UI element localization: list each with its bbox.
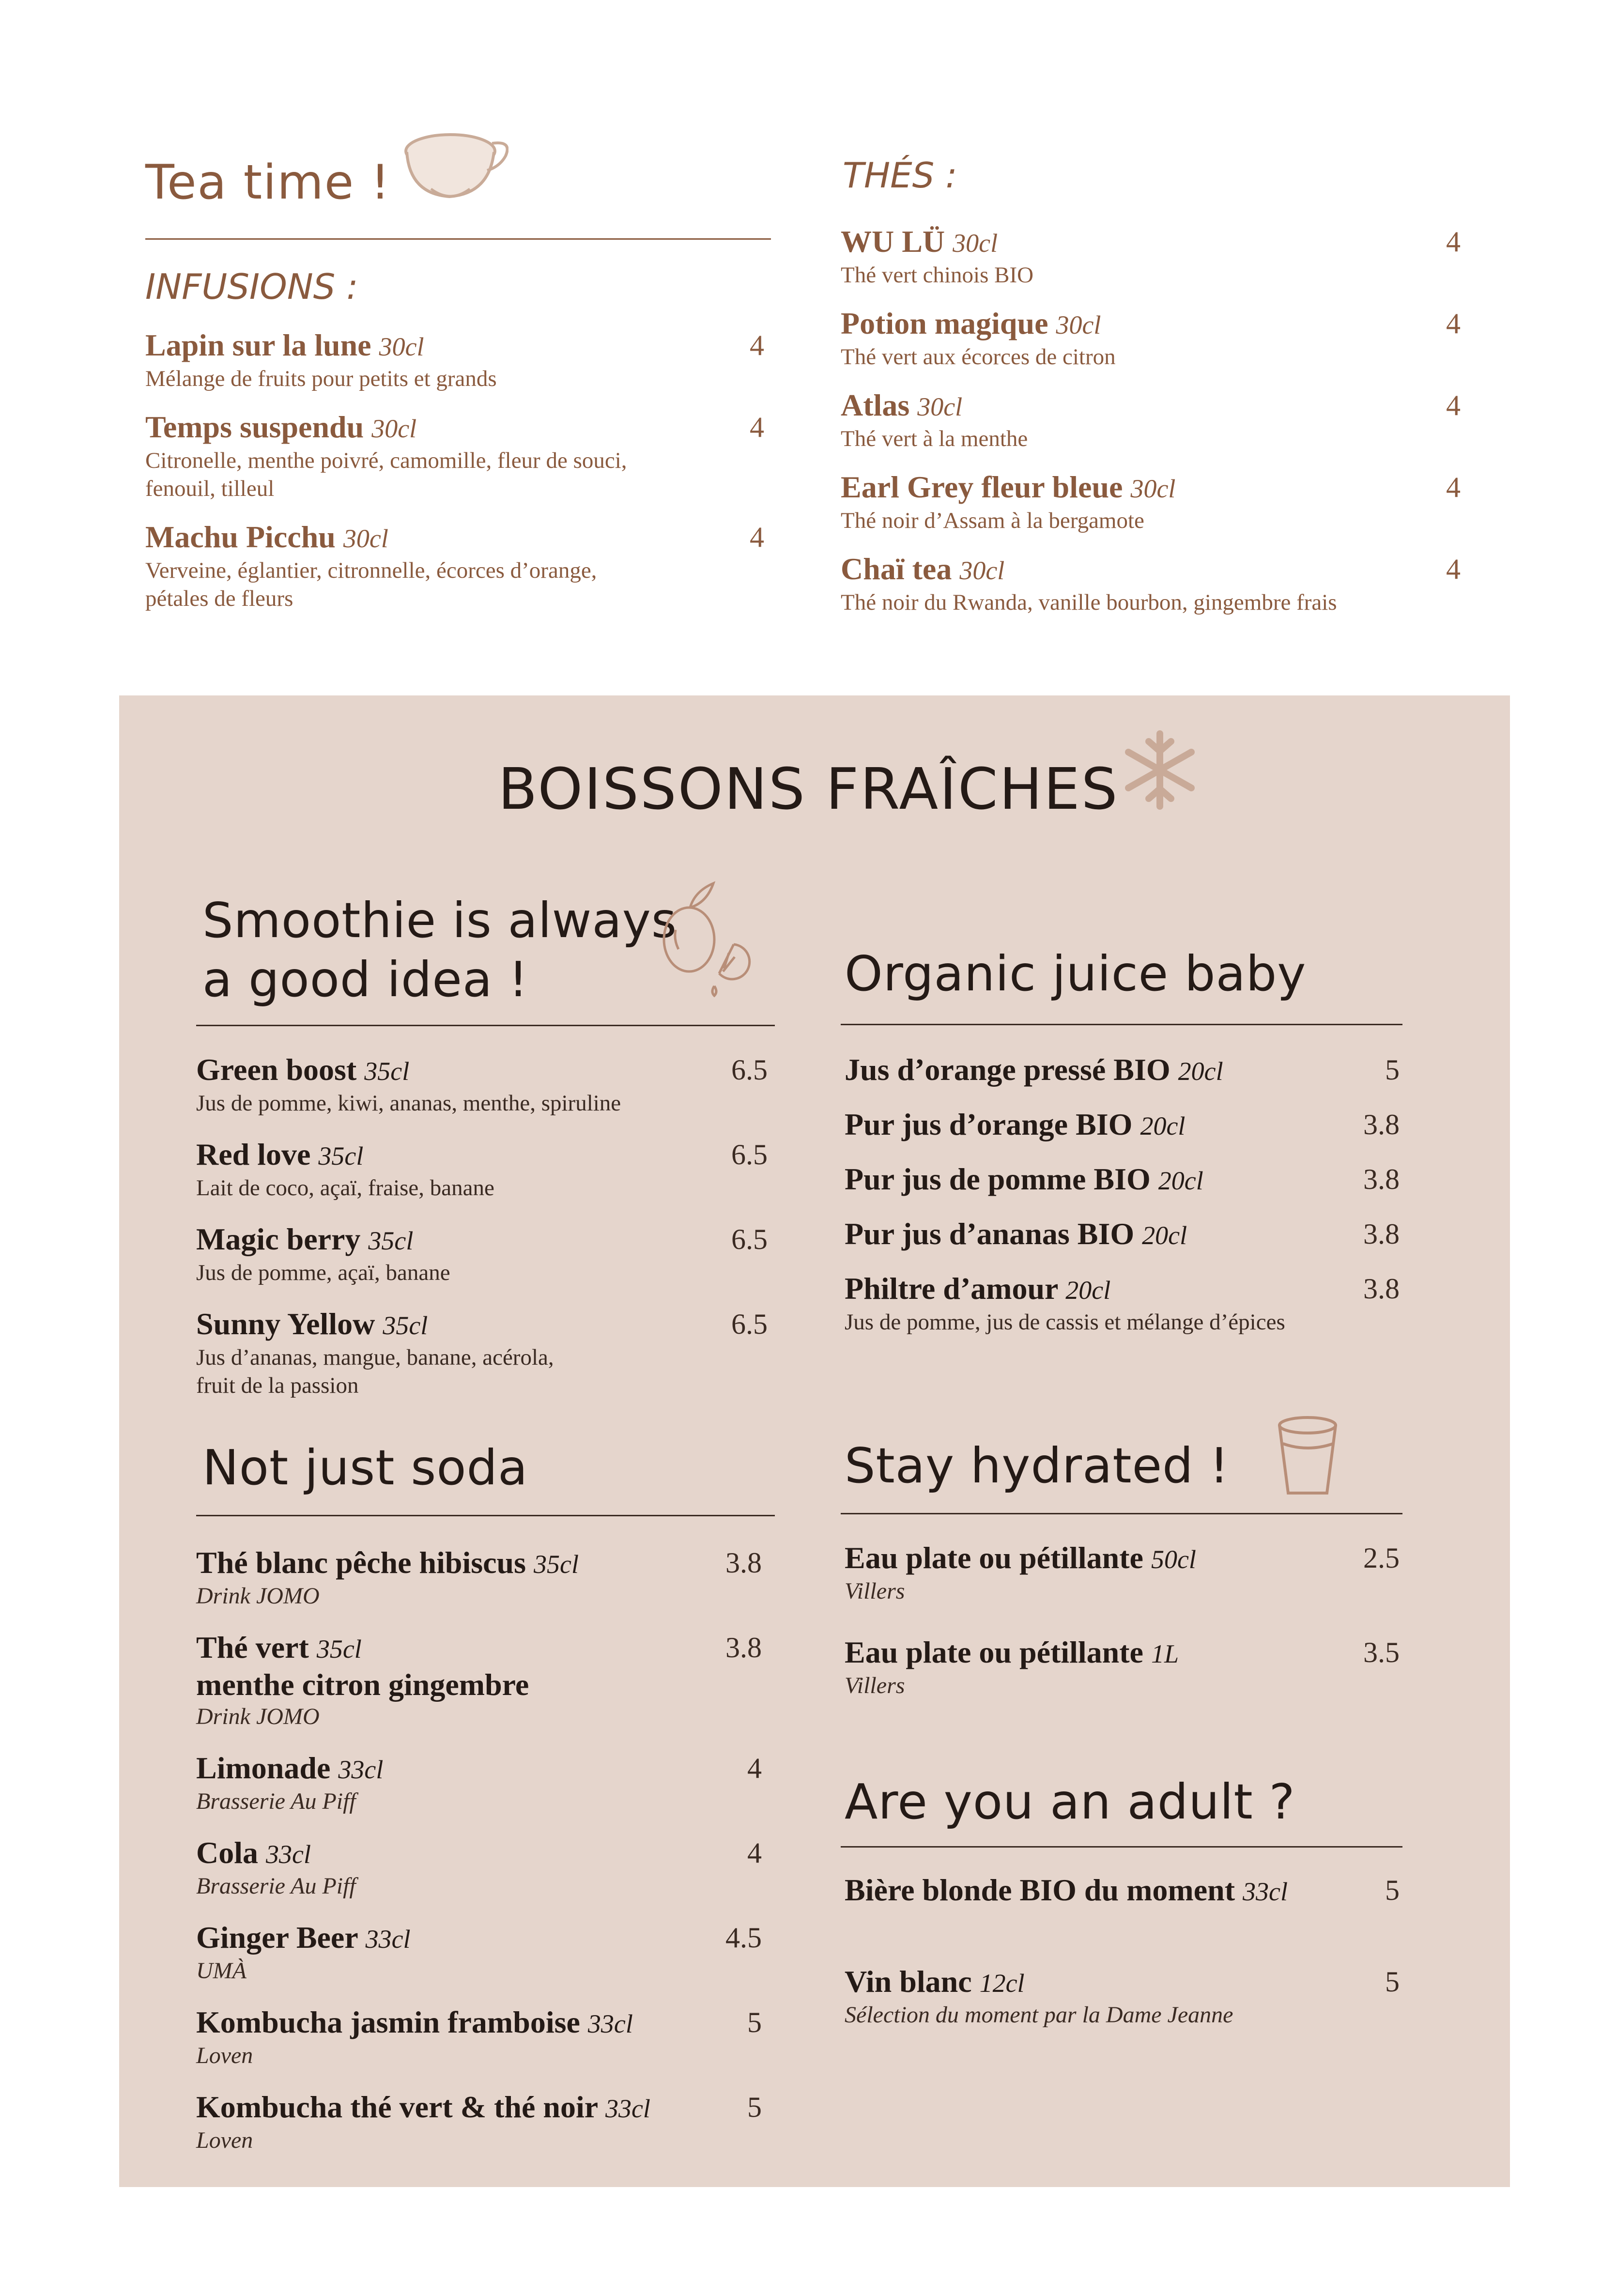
item-producer: Villers [845,1578,905,1604]
item-name: Philtre d’amour [845,1271,1058,1306]
infusions-label: INFUSIONS : [145,266,358,307]
organic-list [845,1052,1400,1336]
menu-item [841,387,1461,453]
item-price: 6.5 [731,1308,768,1340]
item-description: Thé vert chinois BIO [841,262,1034,288]
item-description: Thé noir du Rwanda, vanille bourbon, gingembre frais [841,590,1337,615]
menu-item [841,306,1461,371]
item-size: 30cl [1056,310,1101,339]
hydrated-list [845,1540,1400,1700]
item-price: 4 [1446,471,1461,503]
item-name: Eau plate ou pétillante [845,1635,1143,1669]
tea-rule [145,238,771,240]
item-size: 30cl [379,332,424,361]
teacup-icon [397,121,508,203]
adult-rule [841,1846,1402,1848]
item-name-extra: menthe citron gingembre [196,1667,529,1702]
item-size: 33cl [365,1925,411,1954]
item-size: 20cl [1158,1166,1203,1195]
item-name: Atlas [841,388,910,422]
menu-item [196,1137,768,1202]
item-name: Thé blanc pêche hibiscus [196,1545,526,1580]
menu-item [845,1964,1400,2029]
item-name: Magic berry [196,1222,361,1256]
item-description: pétales de fleurs [145,586,293,611]
item-size: 35cl [368,1226,414,1255]
item-name: Pur jus de pomme BIO [845,1162,1151,1196]
item-size: 12cl [979,1969,1025,1998]
item-description: Thé vert à la menthe [841,426,1028,451]
item-price: 4 [747,1837,762,1869]
item-size: 35cl [534,1550,579,1579]
item-price: 4 [1446,226,1461,258]
item-price: 3.8 [1363,1218,1400,1250]
menu-item [845,1872,1400,1910]
item-name: Cola [196,1835,258,1870]
item-name: Kombucha jasmin framboise [196,2005,580,2039]
item-name: Limonade [196,1751,331,1785]
boissons-title: BOISSONS FRAÎCHES [498,755,1119,822]
item-price: 3.8 [1363,1163,1400,1195]
item-price: 3.8 [725,1632,762,1664]
menu-item [196,2004,762,2070]
item-size: 35cl [318,1141,364,1171]
item-producer: Loven [196,2127,253,2153]
menu-item [196,1920,762,1985]
menu-item [196,1221,768,1287]
menu-item-title [145,327,764,365]
smoothie-rule [196,1025,775,1026]
item-description: Citronelle, menthe poivré, camomille, fleur de souci, [145,448,627,473]
item-price: 4 [1446,308,1461,339]
item-size: 30cl [953,229,998,258]
item-producer: Villers [845,1673,905,1698]
item-name: Pur jus d’ananas BIO [845,1217,1135,1251]
item-description: Jus de pomme, kiwi, ananas, menthe, spiruline [196,1091,621,1116]
menu-item [196,1630,762,1731]
smoothie-title-line-2: a good idea ! [202,951,529,1008]
menu-item [196,1306,768,1400]
menu-item-title [841,387,1461,425]
item-price: 3.8 [1363,1273,1400,1305]
item-size: 20cl [1142,1221,1187,1250]
item-name: Bière blonde BIO du moment [845,1873,1235,1907]
item-size: 20cl [1140,1111,1186,1140]
menu-item [845,1634,1400,1700]
organic-rule [841,1024,1402,1025]
menu-item-title [196,1545,762,1582]
item-price: 2.5 [1363,1542,1400,1574]
menu-item-title [845,1052,1400,1089]
item-producer: Brasserie Au Piff [196,1788,356,1814]
item-size: 35cl [364,1057,410,1086]
hydrated-rule [841,1513,1402,1514]
item-price: 5 [1385,1874,1400,1906]
item-size: 30cl [917,392,963,421]
item-size: 33cl [338,1755,384,1784]
item-description: Jus d’ananas, mangue, banane, acérola, [196,1345,554,1370]
menu-item [841,551,1461,616]
item-name: Thé vert [196,1630,309,1664]
soda-rule [196,1515,775,1516]
item-name: Pur jus d’orange BIO [845,1107,1133,1141]
menu-item-title [196,1920,762,1957]
item-description: Mélange de fruits pour petits et grands [145,366,497,391]
menu-item [196,2089,762,2155]
item-price: 4 [1446,553,1461,585]
item-price: 5 [1385,1054,1400,1086]
item-name: Potion magique [841,306,1048,340]
menu-item-title [841,469,1461,507]
hydrated-title: Stay hydrated ! [845,1437,1230,1494]
item-price: 4 [750,411,764,443]
item-producer: Drink JOMO [196,1583,320,1609]
soda-title: Not just soda [202,1439,528,1496]
menu-item-title [845,1634,1400,1672]
menu-item-title [145,519,764,556]
menu-item-title [845,1161,1400,1199]
menu-item-title [196,1835,762,1872]
menu-item-title [845,1107,1400,1144]
item-description: Verveine, églantier, citronnelle, écorces d’orange, [145,558,597,583]
menu-item-title [196,1630,762,1667]
item-price: 6.5 [731,1054,768,1086]
item-producer: Drink JOMO [196,1704,320,1729]
adult-title: Are you an adult ? [845,1773,1295,1830]
menu-item-title [845,1216,1400,1253]
item-size: 1L [1151,1639,1179,1668]
menu-item [145,327,764,393]
smoothie-title [202,891,677,1009]
menu-item-title [196,1750,762,1787]
item-producer: Loven [196,2043,253,2068]
menu-item [145,519,764,613]
menu-item-title [845,1872,1400,1910]
thes-list [841,224,1461,616]
item-description: Lait de coco, açaï, fraise, banane [196,1175,494,1201]
item-producer: UMÀ [196,1958,246,1984]
menu-item [196,1545,762,1610]
item-size: 30cl [343,524,388,553]
menu-item-title [145,409,764,447]
item-name: WU LÜ [841,224,945,259]
menu-item [845,1216,1400,1253]
item-size: 33cl [1243,1877,1288,1906]
lemon-icon [656,872,768,998]
item-name: Green boost [196,1052,357,1087]
item-name: Machu Picchu [145,520,336,554]
cup-icon [1271,1412,1344,1499]
adult-list [845,1872,1400,2029]
menu-item-title [845,1964,1400,2001]
menu-item-title [196,1306,768,1343]
item-name: Kombucha thé vert & thé noir [196,2090,598,2124]
item-name: Lapin sur la lune [145,328,371,362]
menu-item-title [196,1137,768,1174]
menu-item [845,1107,1400,1144]
item-name: Eau plate ou pétillante [845,1541,1143,1575]
menu-item-title [845,1540,1400,1577]
item-name: Jus d’orange pressé BIO [845,1052,1170,1087]
item-size: 30cl [371,414,417,443]
item-size: 30cl [1130,474,1176,503]
item-size: 20cl [1065,1276,1111,1305]
menu-item-title [196,1052,768,1089]
thes-label: THÉS : [843,155,957,196]
menu-item [845,1271,1400,1336]
item-size: 33cl [587,2009,633,2038]
menu-item [845,1540,1400,1605]
item-price: 4.5 [725,1922,762,1954]
item-size: 33cl [605,2094,650,2123]
item-name: Chaï tea [841,552,952,586]
item-name: Vin blanc [845,1964,972,1999]
item-name: Ginger Beer [196,1920,358,1955]
menu-item [145,409,764,503]
soda-list [196,1545,762,2155]
menu-item [845,1052,1400,1089]
organic-title: Organic juice baby [845,945,1307,1002]
menu-item-title [196,2004,762,2042]
menu-item-title [841,306,1461,343]
item-name: Earl Grey fleur bleue [841,470,1123,504]
item-price: 6.5 [731,1139,768,1171]
item-price: 3.5 [1363,1636,1400,1668]
item-description: fruit de la passion [196,1373,359,1398]
item-price: 4 [1446,389,1461,421]
item-price: 5 [747,2006,762,2038]
item-price: 5 [747,2091,762,2123]
item-producer: Sélection du moment par la Dame Jeanne [845,2002,1233,2028]
smoothie-title-line-1: Smoothie is always [202,892,678,949]
menu-item-title [845,1271,1400,1308]
item-size: 50cl [1151,1545,1196,1574]
item-size: 35cl [383,1311,428,1340]
item-description: Thé vert aux écorces de citron [841,344,1116,370]
item-producer: Brasserie Au Piff [196,1873,356,1899]
item-price: 4 [750,521,764,553]
item-name: Red love [196,1137,311,1171]
menu-item-title [196,1221,768,1259]
item-description: Jus de pomme, açaï, banane [196,1260,450,1285]
menu-item-title [196,2089,762,2126]
item-size: 30cl [959,556,1005,585]
snowflake-icon [1119,729,1201,811]
menu-item [841,224,1461,289]
item-description: Thé noir d’Assam à la bergamote [841,508,1144,533]
item-size: 35cl [316,1634,362,1664]
item-description: fenouil, tilleul [145,476,275,501]
item-description: Jus de pomme, jus de cassis et mélange d’épices [845,1310,1285,1335]
tea-time-title: Tea time ! [145,155,391,210]
item-size: 20cl [1178,1057,1223,1086]
menu-item [845,1161,1400,1199]
menu-item [196,1835,762,1900]
menu-item [841,469,1461,535]
item-price: 3.8 [1363,1109,1400,1140]
item-price: 4 [747,1752,762,1784]
item-price: 3.8 [725,1547,762,1579]
item-size: 33cl [266,1840,311,1869]
menu-item [196,1750,762,1816]
item-name: Sunny Yellow [196,1307,375,1341]
menu-item-title [841,224,1461,261]
item-name: Temps suspendu [145,410,364,444]
menu-item-title [841,551,1461,588]
item-price: 6.5 [731,1223,768,1255]
infusions-list [145,327,764,613]
smoothie-list [196,1052,768,1400]
item-price: 5 [1385,1966,1400,1998]
menu-item [196,1052,768,1117]
item-price: 4 [750,329,764,361]
